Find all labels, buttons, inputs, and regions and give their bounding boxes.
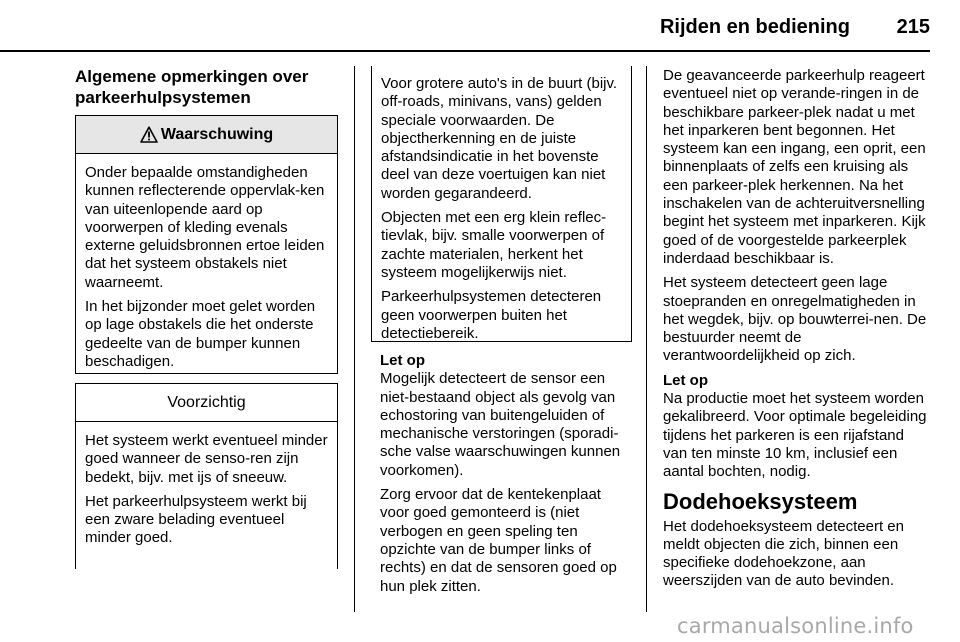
box-paragraph: Parkeerhulpsystemen detecteren geen voorwerpen buiten het detectiebereik. — [381, 288, 602, 342]
note-label: Let op — [663, 371, 708, 389]
caution-title: Voorzichtig — [167, 393, 246, 411]
watermark: carmanualsonline.info — [677, 614, 914, 638]
body-paragraph: Het systeem detecteert geen lage stoepranden en onregelmatigheden in het wegdek, bijv. op bouwterrei-nen. De bestuurder neemt de verantwoordelijkheid op zich. — [663, 274, 927, 365]
column-divider-2 — [646, 66, 647, 612]
note-text: Na productie moet het systeem worden gekalibreerd. Voor optimale begeleiding tijdens het parkeren is een rijafstand van ten minste 10 km, inclusief een aantal bochten, nodig. — [663, 390, 927, 481]
warning-triangle-icon — [140, 126, 158, 143]
page-number: 215 — [896, 16, 930, 38]
column-divider-1 — [354, 66, 355, 612]
header-rule — [0, 50, 930, 52]
section-heading-parking-assist: Algemene opmerkingen over parkeerhulpsystemen — [75, 67, 309, 107]
warning-box-header — [76, 116, 337, 154]
caution-box — [75, 383, 338, 569]
caution-paragraph: Het systeem werkt eventueel minder goed wanneer de senso-ren zijn bedekt, bijv. met ijs of sneeuw. — [85, 432, 328, 486]
caution-box-header — [76, 384, 337, 422]
warning-box-continued — [371, 66, 632, 342]
warning-box — [75, 115, 338, 374]
caution-paragraph: Het parkeerhulpsysteem werkt bij een zware belading eventueel minder goed. — [85, 492, 307, 547]
body-paragraph: Zorg ervoor dat de kentekenplaat voor goed gemonteerd is (niet verbogen en geen speling ten opzichte van de bumper links of rechts) en dat de sensoren goed op hun plek zitten. — [380, 486, 617, 595]
warning-paragraph: Onder bepaalde omstandigheden kunnen reflecterende oppervlak-ken van uiteenlopende aard op voorwerpen of kleding evenals externe geluidsbronnen ertoe leiden dat het systeem obstakels niet waarneemt. — [85, 164, 325, 291]
body-paragraph: De geavanceerde parkeerhulp reageert eventueel niet op verande-ringen in de beschikbare parkeer-plek nadat u met het inparkeren bent begonnen. Het systeem kan een ingang, een oprit, een binnenplaats of zelfs een kruising als een parkeer-plek herkennen. Na het inschakelen van de achteruitversnelling begint het systeem met inparkeren. Kijk goed of de voorgestelde parkeerplek inderdaad beschikbaar is. — [663, 67, 926, 267]
right-column-text — [663, 67, 929, 597]
box-paragraph: Voor grotere auto's in de buurt (bijv. off-roads, minivans, vans) gelden speciale voorwaarden. De objectherkenning en de juiste afstandsindicatie in het bovenste deel van deze voertuigen kan niet worden gegarandeerd. — [381, 75, 618, 202]
warning-paragraph: In het bijzonder moet gelet worden op lage obstakels die het onderste gedeelte van de bumper kunnen beschadigen. — [85, 298, 316, 370]
note-label: Let op — [380, 352, 425, 369]
box-paragraph: Objecten met een erg klein reflec-tievlak, bijv. smalle voorwerpen of zachte materialen, herkent het systeem mogelijkerwijs niet. — [381, 209, 607, 281]
body-paragraph: Het dodehoeksysteem detecteert en meldt objecten die zich, binnen een specifieke dodehoekzone, aan weerszijden van de auto bevinden. — [663, 517, 904, 590]
warning-title: Waarschuwing — [160, 125, 274, 143]
section-heading-blind-spot: Dodehoeksysteem — [663, 488, 858, 514]
running-header-title: Rijden en bediening — [659, 16, 850, 38]
middle-column-text — [380, 352, 634, 602]
note-text: Mogelijk detecteert de sensor een niet-bestaand object als gevolg van echostoring van buitengeluiden of mechanische verstoringen (sporadi-sche valse waarschuwingen kunnen voorkomen). — [380, 370, 621, 479]
